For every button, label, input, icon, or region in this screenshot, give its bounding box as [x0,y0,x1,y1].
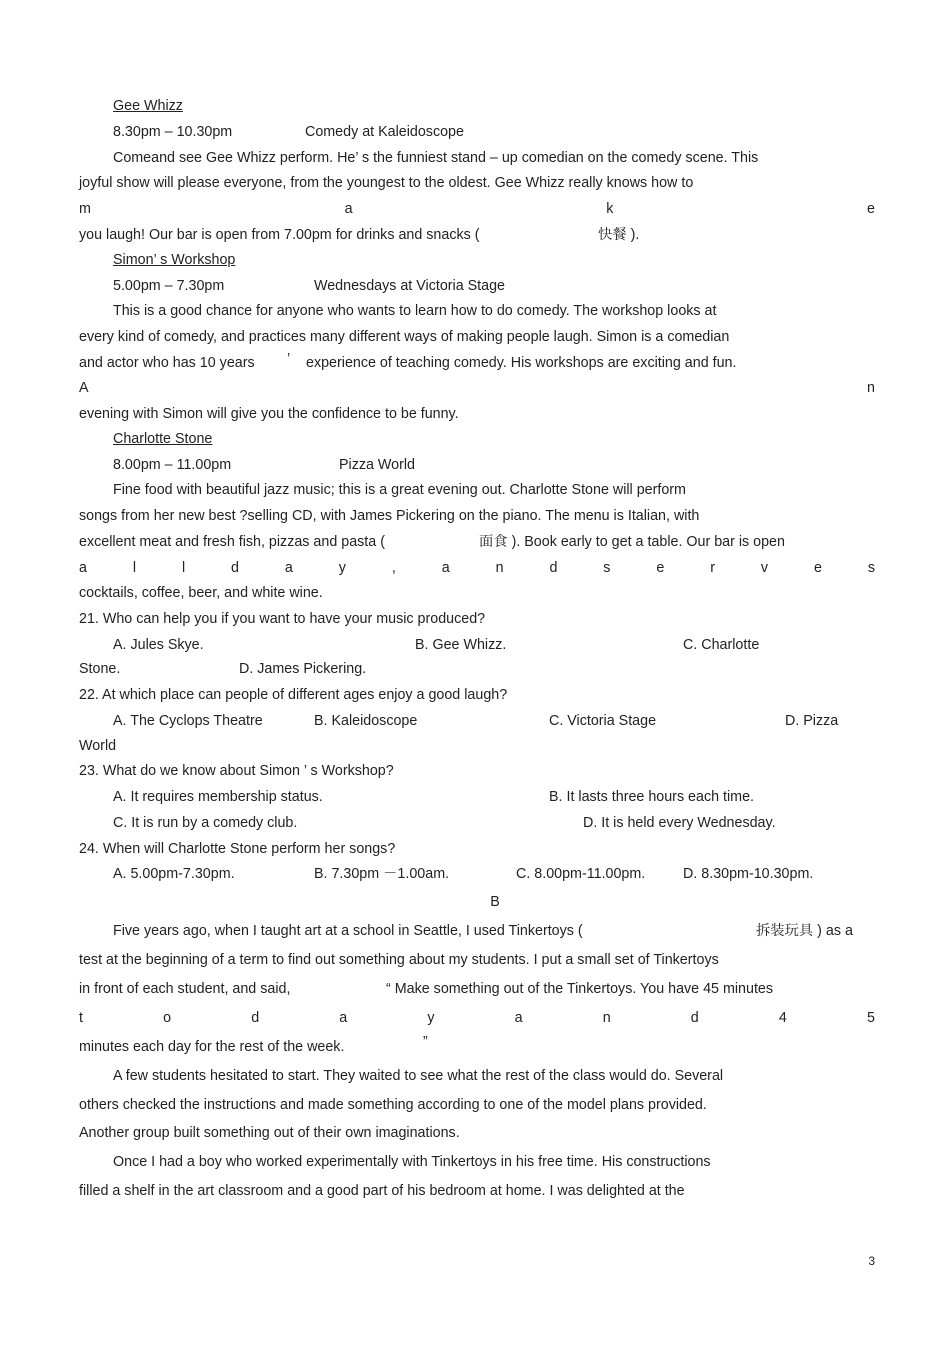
option-b: B. 7.30pm －1.00am. [314,866,450,882]
option-d-continued: World [79,738,117,754]
paragraph-line: 面食 ). Book early to get a table. Our bar is open [479,534,785,550]
paragraph-line: Another group built something out of their own imaginations. [79,1125,460,1141]
paragraph-line: Comeand see Gee Whizz perform. He’ s the funniest stand – up comedian on the comedy scene. This [113,150,759,166]
paragraph-line: and actor who has 10 years [79,355,255,371]
justified-line: m a k e [79,201,875,217]
apostrophe: ’ [287,351,291,367]
paragraph-line: in front of each student, and said, [79,981,291,997]
event-time: 8.00pm – 11.00pm [113,457,232,473]
question-stem: 23. What do we know about Simon ’ s Workshop? [79,763,394,779]
paragraph-line: evening with Simon will give you the confidence to be funny. [79,406,459,422]
paragraph-line: others checked the instructions and made something according to one of the model plans provided. [79,1097,707,1113]
event-venue: Pizza World [339,457,416,473]
page-number: 3 [868,1254,875,1268]
paragraph-line: Once I had a boy who worked experimentally with Tinkertoys in his free time. His constructions [113,1154,711,1170]
event-time: 8.30pm – 10.30pm [113,124,233,140]
option-c: C. Charlotte [683,637,760,653]
paragraph-line: filled a shelf in the art classroom and a good part of his bedroom at home. I was delighted at the [79,1183,685,1199]
justified-line: a l l d a y , a n d s e r v e s [79,560,875,576]
option-a: A. 5.00pm-7.30pm. [113,866,235,882]
option-b: B. Kaleidoscope [314,713,418,729]
paragraph-line: cocktails, coffee, beer, and white wine. [79,585,323,601]
justified-line: t o d a y a n d 4 5 [79,1010,875,1026]
paragraph-line: Fine food with beautiful jazz music; this is a great evening out. Charlotte Stone will perform [113,482,686,498]
option-a: A. It requires membership status. [113,789,323,805]
question-stem: 24. When will Charlotte Stone perform her songs? [79,841,396,857]
option-b: B. It lasts three hours each time. [549,789,755,805]
question-stem: 21. Who can help you if you want to have your music produced? [79,611,486,627]
section-heading: B [490,894,500,910]
option-d: D. Pizza [785,713,839,729]
paragraph-line: songs from her new best ?selling CD, with James Pickering on the piano. The menu is Italian, with [79,508,700,524]
paragraph-line: “ Make something out of the Tinkertoys. You have 45 minutes [386,981,774,997]
paragraph-line: experience of teaching comedy. His workshops are exciting and fun. [306,355,737,371]
justified-line: A n [79,380,875,396]
option-c-continued: Stone. [79,661,121,677]
event-time: 5.00pm – 7.30pm [113,278,225,294]
option-d: D. It is held every Wednesday. [583,815,776,831]
event-title-charlotte-stone: Charlotte Stone [113,431,213,447]
option-b: B. Gee Whizz. [415,637,507,653]
gloss-chinese: 快餐 ). [598,227,640,243]
event-title-gee-whizz: Gee Whizz [113,98,183,114]
event-title-simons-workshop: Simon’ s Workshop [113,252,236,268]
option-a: A. Jules Skye. [113,637,204,653]
paragraph-line: every kind of comedy, and practices many different ways of making people laugh. Simon is a comedian [79,329,730,345]
question-stem: 22. At which place can people of different ages enjoy a good laugh? [79,687,508,703]
option-c: C. It is run by a comedy club. [113,815,298,831]
paragraph-line: excellent meat and fresh fish, pizzas and pasta ( [79,534,385,550]
option-a: A. The Cyclops Theatre [113,713,263,729]
gloss-chinese: 拆装玩具 ) as a [756,923,853,939]
paragraph-line: This is a good chance for anyone who wants to learn how to do comedy. The workshop looks at [113,303,717,319]
closing-quote: ” [423,1034,428,1050]
option-d: D. James Pickering. [239,661,367,677]
paragraph-line: test at the beginning of a term to find out something about my students. I put a small set of Tinkertoys [79,952,719,968]
option-c: C. 8.00pm-11.00pm. [516,866,646,882]
paragraph-line: A few students hesitated to start. They waited to see what the rest of the class would do. Several [113,1068,724,1084]
event-venue: Wednesdays at Victoria Stage [314,278,506,294]
paragraph-line: minutes each day for the rest of the week. [79,1039,345,1055]
paragraph-line: you laugh! Our bar is open from 7.00pm for drinks and snacks ( [79,227,480,243]
option-c: C. Victoria Stage [549,713,657,729]
paragraph-line: joyful show will please everyone, from the youngest to the oldest. Gee Whizz really knows how to [79,175,694,191]
event-venue: Comedy at Kaleidoscope [305,124,464,140]
option-d: D. 8.30pm-10.30pm. [683,866,814,882]
paragraph-line: Five years ago, when I taught art at a school in Seattle, I used Tinkertoys ( [113,923,583,939]
